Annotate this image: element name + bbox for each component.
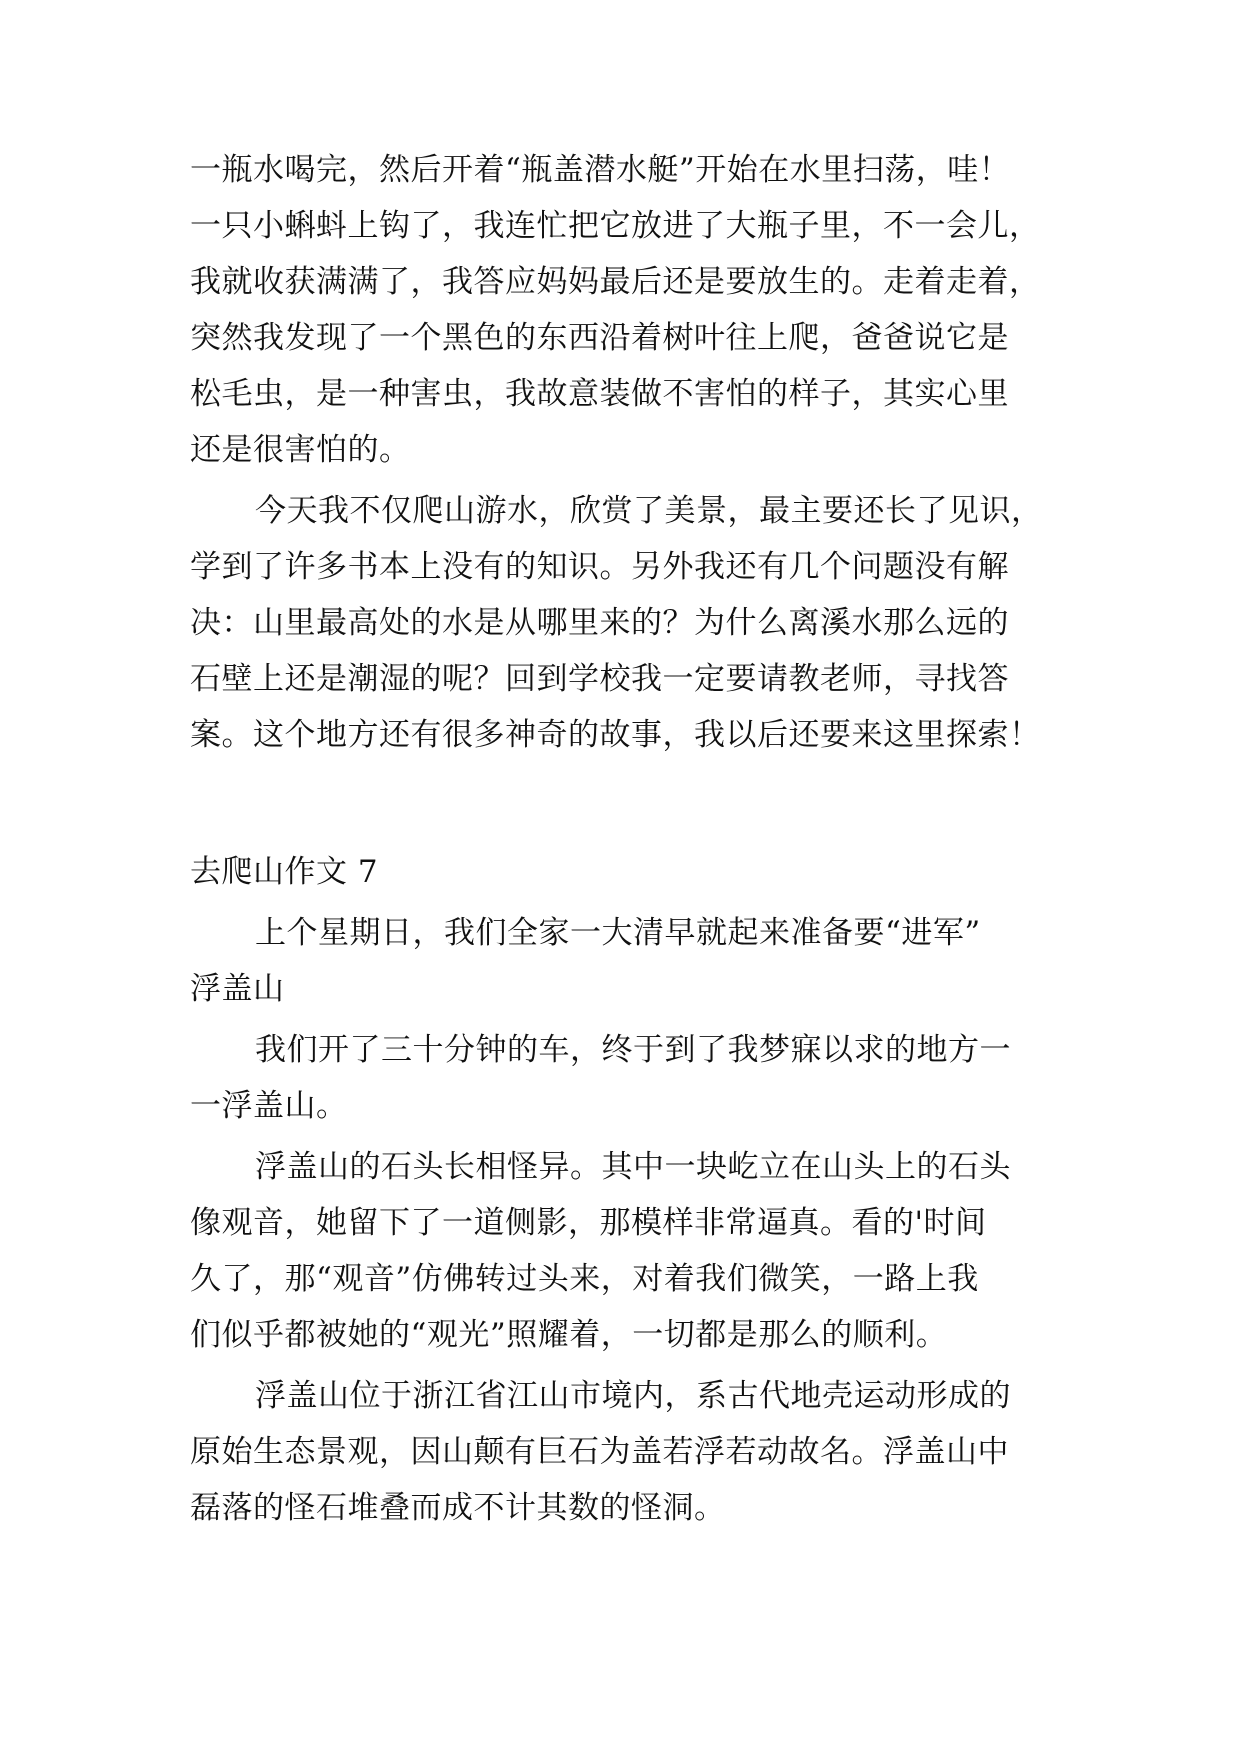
- paragraph-line: 浮盖山: [190, 971, 285, 1007]
- paragraph-line: 一瓶水喝完，然后开着“瓶盖潜水艇”开始在水里扫荡，哇！: [190, 152, 1011, 188]
- paragraph-line: 我就收获满满了，我答应妈妈最后还是要放生的。走着走着，: [190, 264, 1041, 300]
- paragraph-line: 决：山里最高处的水是从哪里来的？为什么离溪水那么远的: [190, 605, 1009, 641]
- paragraph-line: 石壁上还是潮湿的呢？回到学校我一定要请教老师，寻找答: [190, 661, 1009, 697]
- paragraph-line: 上个星期日，我们全家一大清早就起来准备要“进军”: [255, 915, 981, 951]
- paragraph-line: 们似乎都被她的“观光”照耀着，一切都是那么的顺利。: [190, 1317, 948, 1353]
- paragraph-line: 原始生态景观，因山颠有巨石为盖若浮若动故名。浮盖山中: [190, 1434, 1009, 1470]
- paragraph-line: 还是很害怕的。: [190, 432, 411, 468]
- paragraph-line: 浮盖山位于浙江省江山市境内，系古代地壳运动形成的: [255, 1378, 1011, 1414]
- paragraph-line: 案。这个地方还有很多神奇的故事，我以后还要来这里探索！: [190, 717, 1041, 753]
- paragraph-line: 浮盖山的石头长相怪异。其中一块屹立在山头上的石头: [255, 1149, 1011, 1185]
- paragraph-line: 我们开了三十分钟的车，终于到了我梦寐以求的地方一: [255, 1032, 1011, 1068]
- paragraph-line: 一只小蝌蚪上钩了，我连忙把它放进了大瓶子里，不一会儿，: [190, 208, 1041, 244]
- paragraph-line: 松毛虫，是一种害虫，我故意装做不害怕的样子，其实心里: [190, 376, 1009, 412]
- paragraph-line: 今天我不仅爬山游水，欣赏了美景，最主要还长了见识，: [255, 493, 1043, 529]
- paragraph-line: 一浮盖山。: [190, 1088, 348, 1124]
- paragraph-line: 学到了许多书本上没有的知识。另外我还有几个问题没有解: [190, 549, 1009, 585]
- paragraph-line: 久了，那“观音”仿佛转过头来，对着我们微笑，一路上我: [190, 1261, 979, 1297]
- section-heading: 去爬山作文 7: [190, 854, 379, 890]
- paragraph-line: 像观音，她留下了一道侧影，那模样非常逼真。看的'时间: [190, 1205, 987, 1241]
- paragraph-line: 磊落的怪石堆叠而成不计其数的怪洞。: [190, 1490, 726, 1526]
- paragraph-line: 突然我发现了一个黑色的东西沿着树叶往上爬，爸爸说它是: [190, 320, 1009, 356]
